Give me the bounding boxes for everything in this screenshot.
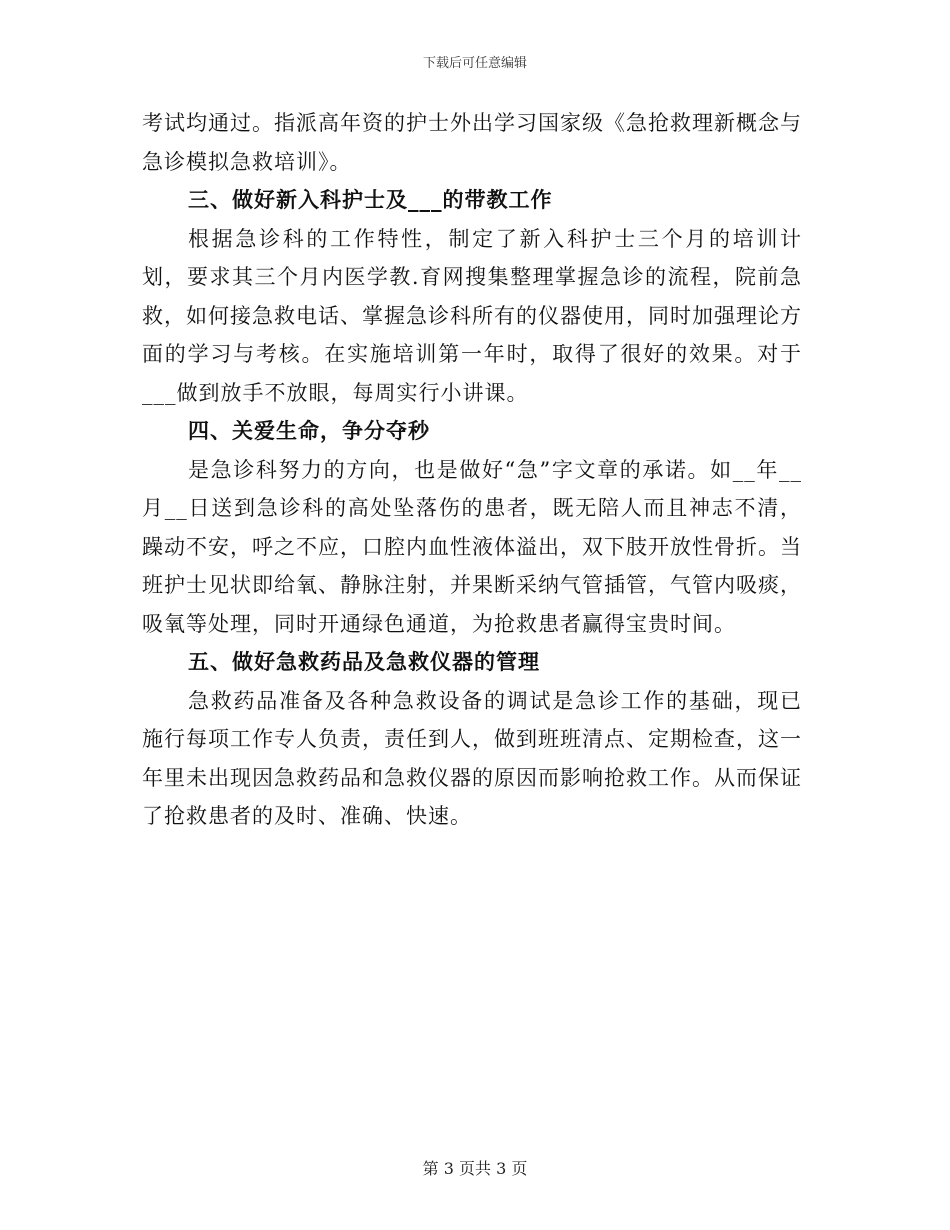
paragraph-training: 根据急诊科的工作特性，制定了新入科护士三个月的培训计划，要求其三个月内医学教.育网搜集整理掌握急诊的流程，院前急救，如何接急救电话、掌握急诊科所有的仪器使用，同时加强理论方面的学习与考核。在实施培训第一年时，取得了很好的效果。对于___做到放手不放眼，每周实行小讲课。 (142, 226, 802, 405)
paragraph-emergency-case: 是急诊科努力的方向，也是做好“急”字文章的承诺。如__年__月__日送到急诊科的高处坠落伤的患者，既无陪人而且神志不清，躁动不安，呼之不应，口腔内血性液体溢出，双下肢开放性骨折。当班护士见状即给氧、静脉注射，并果断采纳气管插管，气管内吸痰，吸氧等处理，同时开通绿色通道，为抢救患者赢得宝贵时间。 (142, 457, 802, 636)
document-body (142, 104, 802, 836)
section-heading-5: 五、做好急救药品及急救仪器的管理 (188, 649, 540, 674)
page-number: 第 3 页共 3 页 (422, 1159, 528, 1178)
paragraph-equipment: 急救药品准备及各种急救设备的调试是急诊工作的基础，现已施行每项工作专人负责，责任到人，做到班班清点、定期检查，这一年里未出现因急救药品和急救仪器的原因而影响抢救工作。从而保证了抢救患者的及时、准确、快速。 (142, 688, 802, 828)
section-heading-3: 三、做好新入科护士及___的带教工作 (188, 187, 553, 212)
header-note: 下载后可任意编辑 (422, 56, 527, 71)
paragraph-continuation: 考试均通过。指派高年资的护士外出学习国家级《急抢救理新概念与急诊模拟急救培训》。 (142, 111, 802, 174)
section-heading-4: 四、关爱生命，争分夺秒 (188, 418, 430, 443)
